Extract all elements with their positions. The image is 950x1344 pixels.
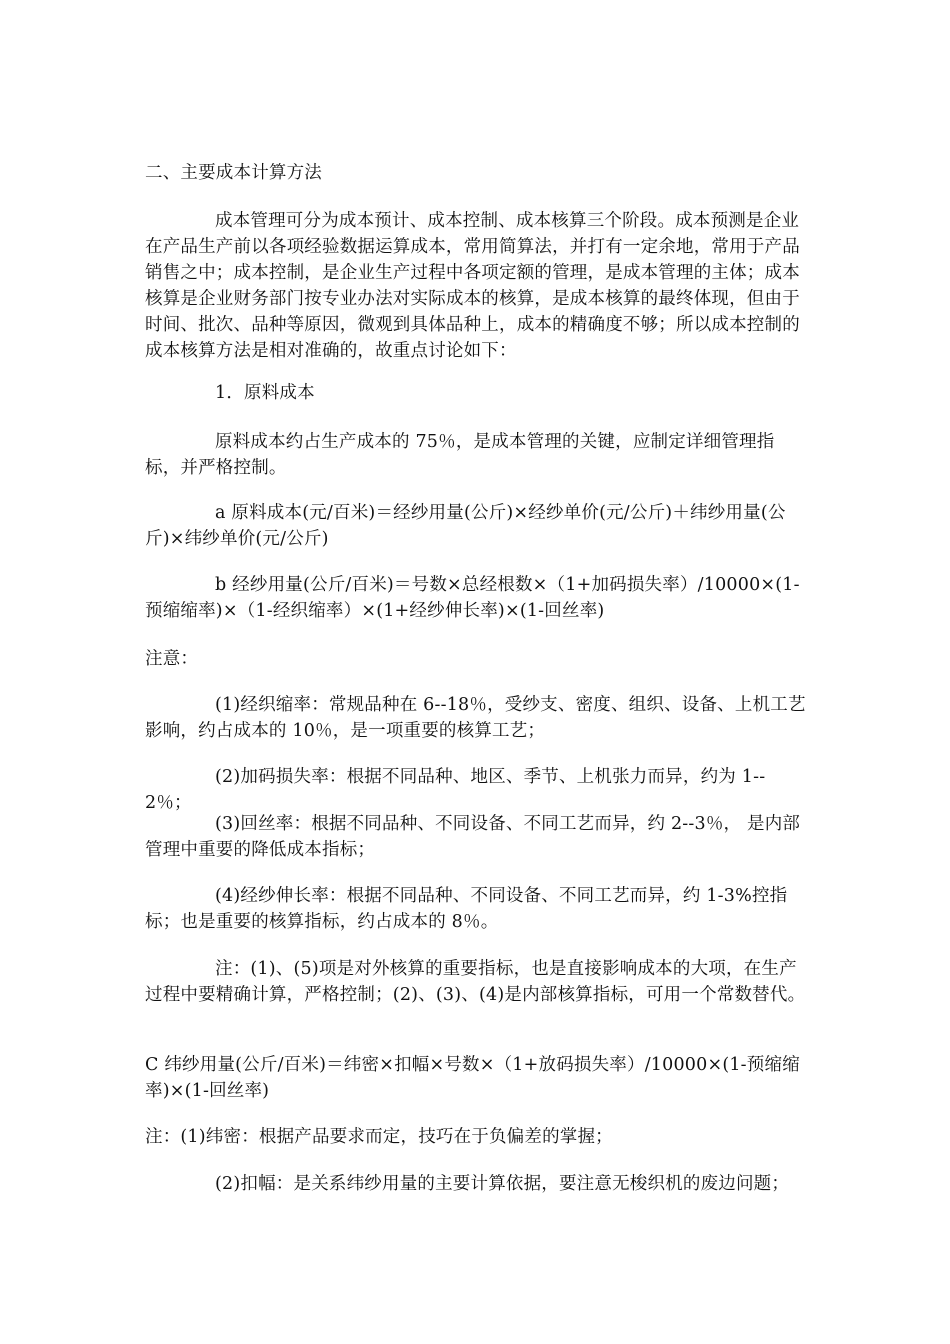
formula-a: a 原料成本(元/百米)＝经纱用量(公斤)×经纱单价(元/公斤)＋纬纱用量(公斤)×纬纱单价(元/公斤) xyxy=(145,503,786,549)
weft-note-1: 注：(1)纬密：根据产品要求而定，技巧在于负偏差的掌握； xyxy=(145,1127,613,1147)
formula-b: b 经纱用量(公斤/百米)＝号数×总经根数×（1+加码损失率）/10000×(1-预缩缩率)×（1-经织缩率）×(1+经纱伸长率)×(1-回丝率) xyxy=(145,575,800,621)
note-item-2: (2)加码损失率：根据不同品种、地区、季节、上机张力而异，约为 1--2％； xyxy=(145,767,766,813)
raw-material-paragraph: 原料成本约占生产成本的 75％，是成本管理的关键，应制定详细管理指标，并严格控制。 xyxy=(145,432,775,478)
weft-note-2: (2)扣幅：是关系纬纱用量的主要计算依据，要注意无梭织机的废边问题； xyxy=(215,1174,790,1194)
section-heading: 二、主要成本计算方法 xyxy=(145,163,322,183)
formula-c: C 纬纱用量(公斤/百米)＝纬密×扣幅×号数×（1+放码损失率）/10000×(1-预缩缩率)×(1-回丝率) xyxy=(145,1055,800,1101)
note-label: 注意： xyxy=(145,649,199,669)
note-summary: 注：(1)、(5)项是对外核算的重要指标，也是直接影响成本的大项，在生产过程中要精确计算，严格控制；(2)、(3)、(4)是内部核算指标，可用一个常数替代。 xyxy=(145,959,806,1005)
sub-heading-raw-material: 1．原料成本 xyxy=(215,383,315,403)
note-item-4: (4)经纱伸长率：根据不同品种、不同设备、不同工艺而异，约 1-3%控指标；也是重要的核算指标，约占成本的 8％。 xyxy=(145,886,788,932)
note-item-3: (3)回丝率：根据不同品种、不同设备、不同工艺而异，约 2--3％， 是内部管理中重要的降低成本指标； xyxy=(145,814,801,860)
note-item-1: (1)经织缩率：常规品种在 6--18％，受纱支、密度、组织、设备、上机工艺影响，约占成本的 10％，是一项重要的核算工艺； xyxy=(145,695,806,741)
intro-paragraph: 成本管理可分为成本预计、成本控制、成本核算三个阶段。成本预测是企业在产品生产前以各项经验数据运算成本，常用简算法，并打有一定余地，常用于产品销售之中；成本控制，是企业生产过程中各项定额的管理，是成本管理的主体；成本核算是企业财务部门按专业办法对实际成本的核算，是成本核算的最终体现，但由于时间、批次、品种等原因，微观到具体品种上，成本的精确度不够；所以成本控制的成本核算方法是相对准确的，故重点讨论如下： xyxy=(145,211,800,361)
